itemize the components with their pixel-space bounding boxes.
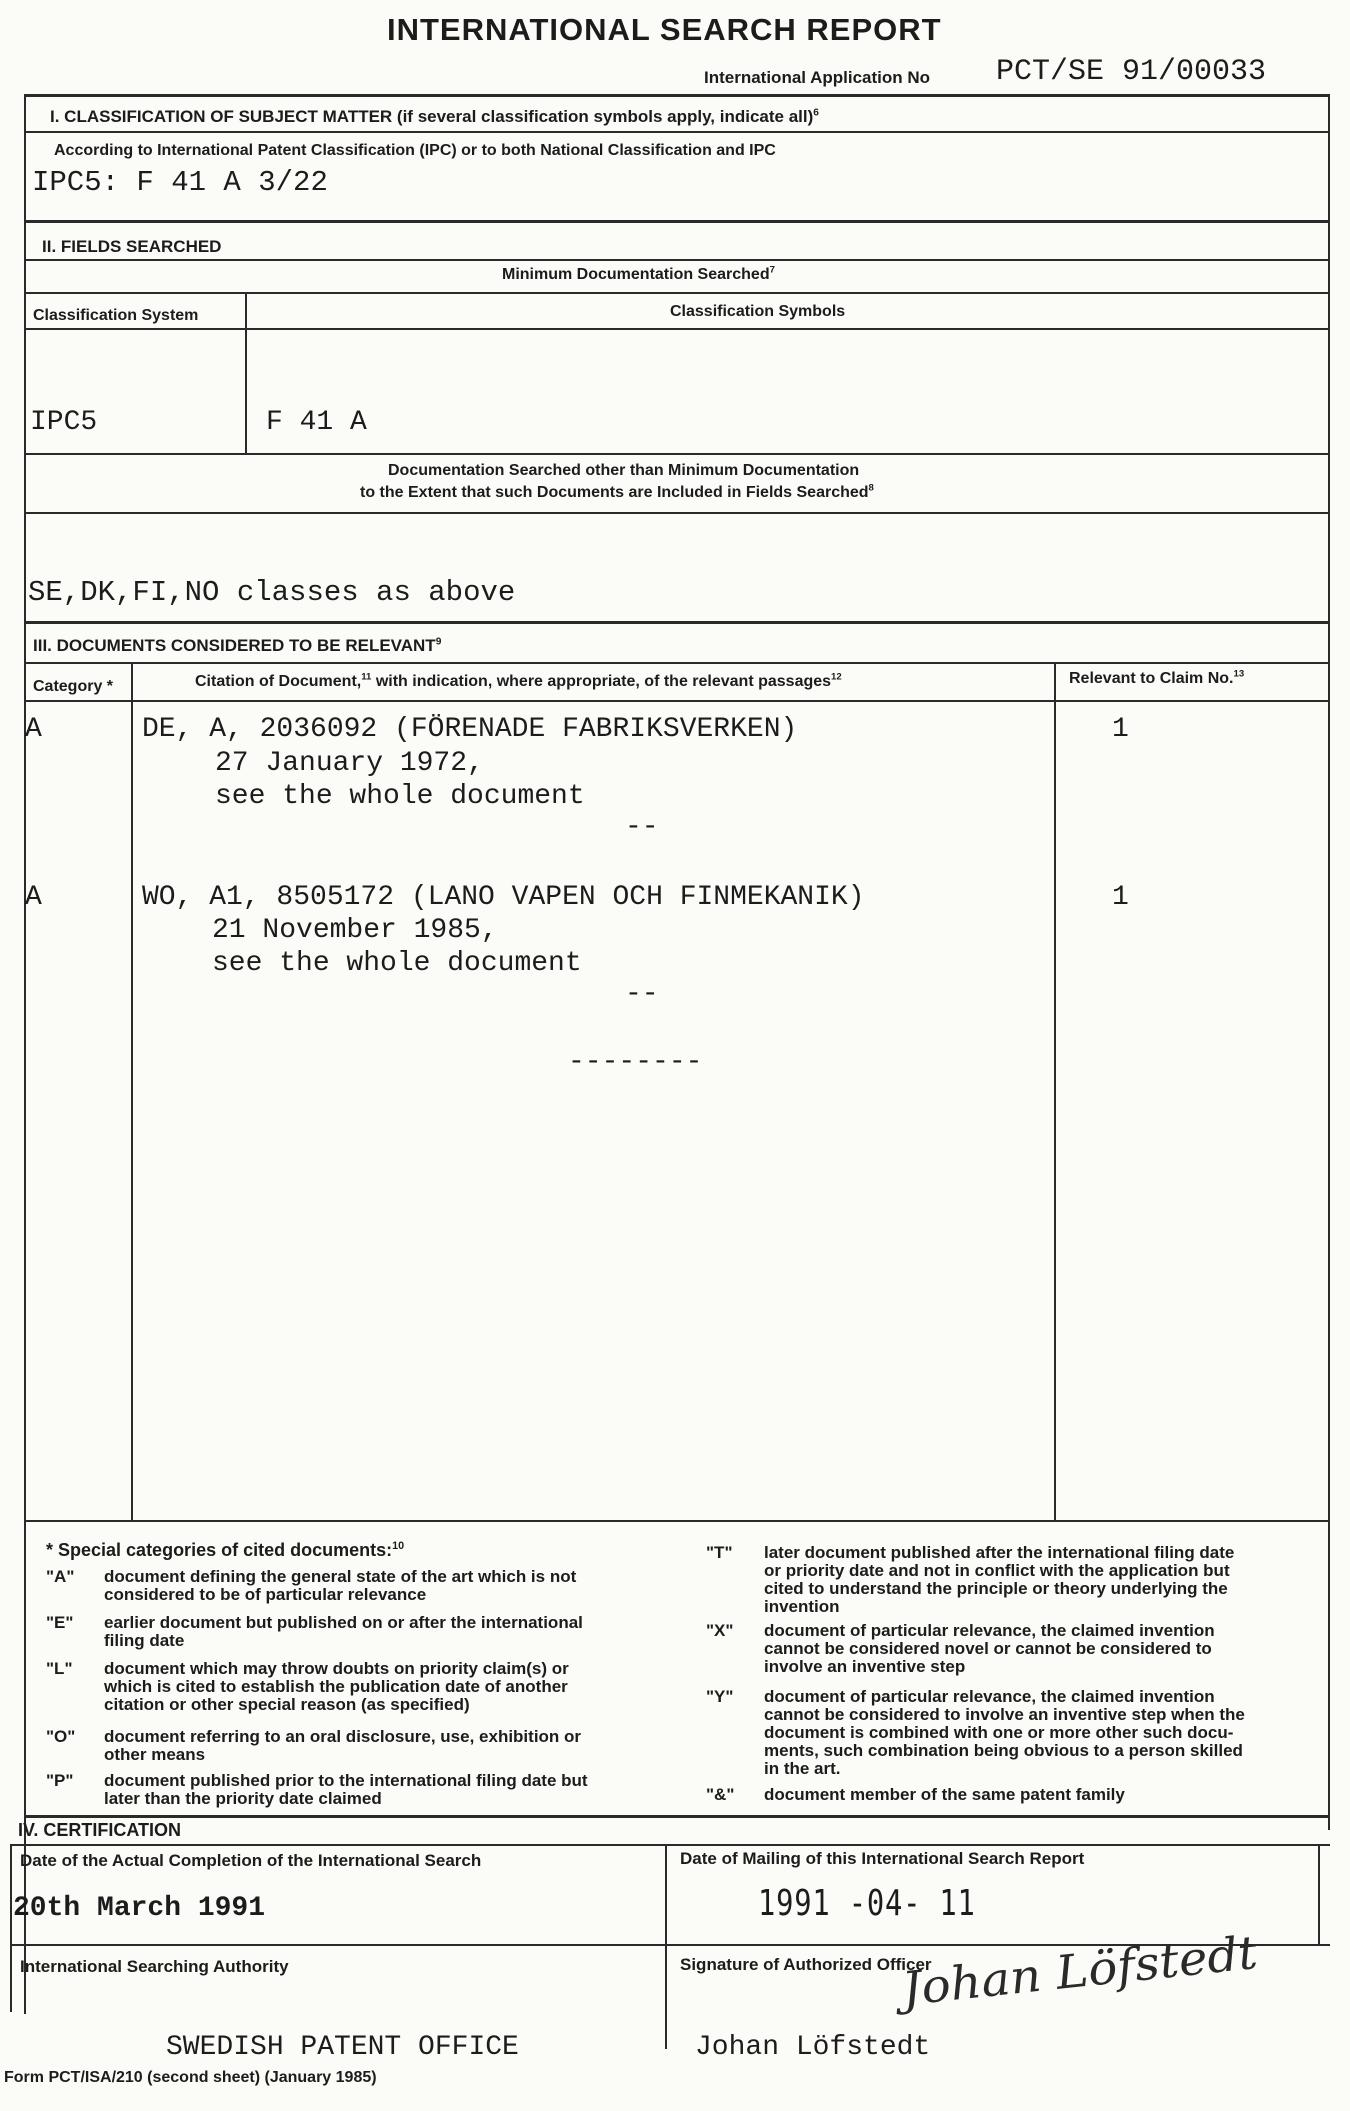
classification-system-value: IPC5: [30, 407, 98, 438]
section-2-divider: [25, 259, 1330, 261]
completion-date-value: 20th March 1991: [13, 1893, 266, 1924]
searching-authority-label: International Searching Authority: [20, 1957, 289, 1976]
other-documentation-label-line2: to the Extent that such Documents are Included in Fields Searched$^8$: [360, 482, 874, 501]
documents-end-rule: --------: [568, 1047, 703, 1078]
document-passage-line: see the whole document: [215, 781, 585, 812]
section-1-divider: [25, 131, 1330, 133]
document-citation-line: WO, A1, 8505172 (LANO VAPEN OCH FINMEKANIK): [142, 882, 865, 913]
special-categories-heading: * Special categories of cited documents:$^{10}$: [46, 1540, 405, 1560]
ipc-according-label: According to International Patent Classification (IPC) or to both National Classification and IPC: [54, 142, 776, 159]
documents-header-divider: [25, 700, 1330, 702]
fields-column-divider: [245, 293, 247, 453]
other-documentation-value: SE,DK,FI,NO classes as above: [28, 576, 516, 609]
completion-date-label: Date of the Actual Completion of the International Search: [20, 1851, 482, 1870]
application-number-label: International Application No: [704, 68, 931, 87]
document-date-line: 27 January 1972,: [215, 748, 484, 779]
other-documentation-label-line1: Documentation Searched other than Minimum Documentation: [388, 462, 860, 479]
section-3-heading: III. DOCUMENTS CONSIDERED TO BE RELEVANT$^9$: [33, 636, 442, 655]
application-number-value: PCT/SE 91/00033: [996, 55, 1267, 89]
other-doc-divider: [25, 512, 1330, 514]
officer-name: Johan Löfstedt: [695, 2032, 931, 2063]
certification-left-rule: [10, 1844, 12, 2012]
section-4-divider: [10, 1844, 1330, 1846]
document-date-line: 21 November 1985,: [212, 915, 498, 946]
section-2-top-rule: [25, 220, 1330, 223]
signature-label: Signature of Authorized Officer: [680, 1955, 932, 1974]
document-passage-line: see the whole document: [212, 948, 582, 979]
section-3-divider: [25, 662, 1330, 664]
frame-right-rule: [1328, 94, 1330, 1830]
min-doc-divider: [25, 292, 1330, 294]
form-footer: Form PCT/ISA/210 (second sheet) (January 1985): [4, 2069, 377, 2086]
document-citation-line: DE, A, 2036092 (FÖRENADE FABRIKSVERKEN): [142, 714, 798, 745]
citation-column-header: Citation of Document,$^{11}$ with indication, where appropriate, of the relevant passages$^{12}$: [195, 671, 842, 690]
relevant-claim-column-header: Relevant to Claim No.$^{13}$: [1069, 668, 1245, 687]
fields-bottom-divider: [25, 453, 1330, 455]
certification-center-rule: [665, 1844, 667, 2049]
fields-header-divider: [25, 328, 1330, 330]
category-column-rule: [131, 662, 133, 1520]
searching-authority-value: SWEDISH PATENT OFFICE: [166, 2032, 519, 2063]
relevant-column-rule: [1054, 662, 1056, 1520]
document-separator: --: [625, 812, 659, 843]
mailing-date-label: Date of Mailing of this International Search Report: [680, 1849, 1085, 1868]
document-claim-number: 1: [1112, 714, 1129, 745]
document-category: A: [25, 714, 42, 745]
document-category: A: [25, 882, 42, 913]
section-4-heading: IV. CERTIFICATION: [18, 1820, 182, 1840]
section-1-heading: I. CLASSIFICATION OF SUBJECT MATTER (if several classification symbols apply, indicate all)$^6$: [50, 107, 819, 126]
section-3-top-rule: [25, 621, 1330, 624]
frame-left-rule: [24, 94, 26, 2014]
report-title: INTERNATIONAL SEARCH REPORT: [387, 12, 942, 47]
ipc-classification-value: IPC5: F 41 A 3/22: [32, 166, 328, 199]
document-separator: --: [625, 979, 659, 1010]
officer-handwritten-signature: Johan Löfstedt: [899, 1924, 1260, 2016]
classification-symbols-header: Classification Symbols: [670, 303, 846, 320]
document-claim-number: 1: [1112, 882, 1129, 913]
documents-bottom-rule: [25, 1520, 1330, 1522]
classification-system-header: Classification System: [33, 307, 199, 324]
category-column-header: Category *: [33, 678, 114, 695]
certification-right-rule: [1318, 1844, 1320, 1944]
mailing-date-stamp: 1991 -04- 11: [758, 1883, 976, 1924]
section-4-top-rule: [25, 1815, 1330, 1818]
section-2-heading: II. FIELDS SEARCHED: [42, 237, 222, 256]
minimum-documentation-label: Minimum Documentation Searched$^7$: [502, 264, 775, 283]
frame-top-rule: [25, 94, 1330, 97]
classification-symbols-value: F 41 A: [266, 407, 367, 438]
